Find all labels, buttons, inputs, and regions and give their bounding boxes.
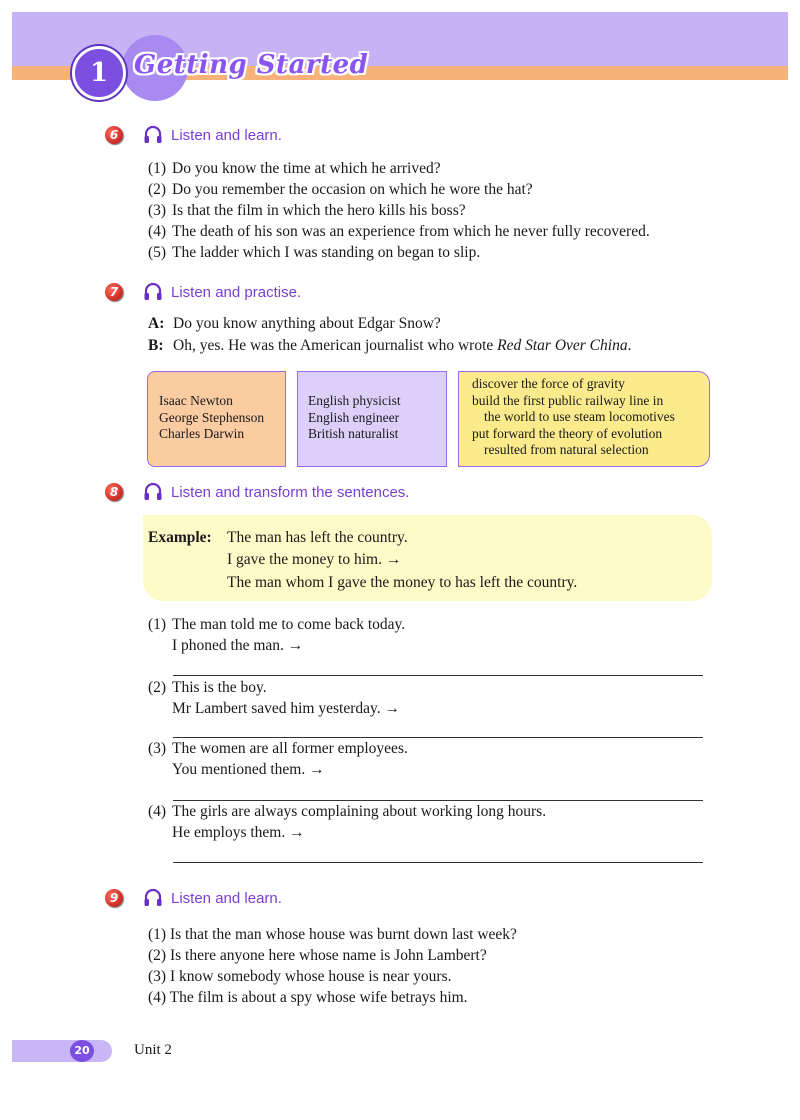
transform-item: (4) The girls are always complaining about working long hours.: [148, 803, 547, 820]
example-line: I gave the money to him. →: [227, 551, 402, 568]
exercise-instruction: Listen and transform the sentences.: [171, 483, 410, 501]
people-box: [147, 371, 286, 467]
role-label: British naturalist: [308, 426, 399, 441]
headphones-icon[interactable]: [143, 282, 163, 302]
exercise-9-heading: [105, 886, 282, 910]
exercise-instruction: Listen and learn.: [171, 889, 282, 907]
unit-label: Unit 2: [134, 1042, 172, 1058]
list-item: (1) Is that the man whose house was burnt down last week?: [148, 926, 517, 943]
role-label: English physicist: [308, 393, 401, 408]
exercise-7-heading: [105, 280, 301, 304]
transform-item-given: I phoned the man. →: [172, 637, 304, 654]
transform-item-given: He employs them. →: [172, 824, 305, 841]
answer-line[interactable]: [173, 862, 703, 863]
section-title: Getting Started: [134, 50, 369, 80]
example-line: The man whom I gave the money to has left the country.: [227, 574, 578, 591]
achievement-line: the world to use steam locomotives: [484, 409, 675, 424]
transform-item-given: You mentioned them. →: [172, 761, 325, 778]
example-line: The man has left the country.: [227, 529, 408, 546]
exercise-number: 9: [105, 889, 123, 907]
section-number-badge: 1: [72, 46, 126, 100]
list-item: (2) Do you remember the occasion on which he wore the hat?: [148, 181, 533, 198]
achievement-line: discover the force of gravity: [472, 376, 625, 391]
person-name: George Stephenson: [159, 409, 265, 425]
list-item: (4) The film is about a spy whose wife betrays him.: [148, 989, 468, 1006]
headphones-icon[interactable]: [143, 125, 163, 145]
achievements-box: [458, 371, 710, 467]
exercise-number: 7: [105, 283, 123, 301]
transform-item: (2) This is the boy.: [148, 679, 267, 696]
list-item: (1) Do you know the time at which he arrived?: [148, 160, 441, 177]
transform-item: (3) The women are all former employees.: [148, 740, 408, 757]
roles-box: [297, 371, 447, 467]
dialogue-line-a: A: Do you know anything about Edgar Snow?: [148, 315, 441, 332]
exercise-number: 6: [105, 126, 123, 144]
transform-item-given: Mr Lambert saved him yesterday. →: [172, 700, 400, 717]
headphones-icon[interactable]: [143, 482, 163, 502]
person-name: Isaac Newton: [159, 393, 233, 408]
answer-line[interactable]: [173, 675, 703, 676]
achievement-line: resulted from natural selection: [484, 442, 649, 457]
achievement-line: build the first public railway line in: [472, 392, 664, 408]
exercise-instruction: Listen and learn.: [171, 126, 282, 144]
list-item: (5) The ladder which I was standing on began to slip.: [148, 244, 481, 261]
exercise-instruction: Listen and practise.: [171, 283, 302, 301]
transform-item: (1) The man told me to come back today.: [148, 616, 406, 633]
footer-band: [12, 1040, 112, 1062]
list-item: (4) The death of his son was an experience from which he never fully recovered.: [148, 223, 650, 240]
headphones-icon[interactable]: [143, 888, 163, 908]
list-item: (3) I know somebody whose house is near yours.: [148, 968, 452, 985]
exercise-8-heading: [105, 480, 409, 504]
dialogue-line-b: B: Oh, yes. He was the American journalist who wrote Red Star Over China.: [148, 337, 632, 354]
answer-line[interactable]: [173, 800, 703, 801]
example-label: Example:: [148, 529, 212, 546]
answer-line[interactable]: [173, 737, 703, 738]
list-item: (3) Is that the film in which the hero kills his boss?: [148, 202, 466, 219]
list-item: (2) Is there anyone here whose name is John Lambert?: [148, 947, 487, 964]
exercise-number: 8: [105, 483, 123, 501]
role-label: English engineer: [308, 409, 400, 425]
person-name: Charles Darwin: [159, 426, 245, 441]
page-number: 20: [70, 1040, 94, 1062]
exercise-6-heading: [105, 123, 282, 147]
achievement-line: put forward the theory of evolution: [472, 425, 663, 441]
